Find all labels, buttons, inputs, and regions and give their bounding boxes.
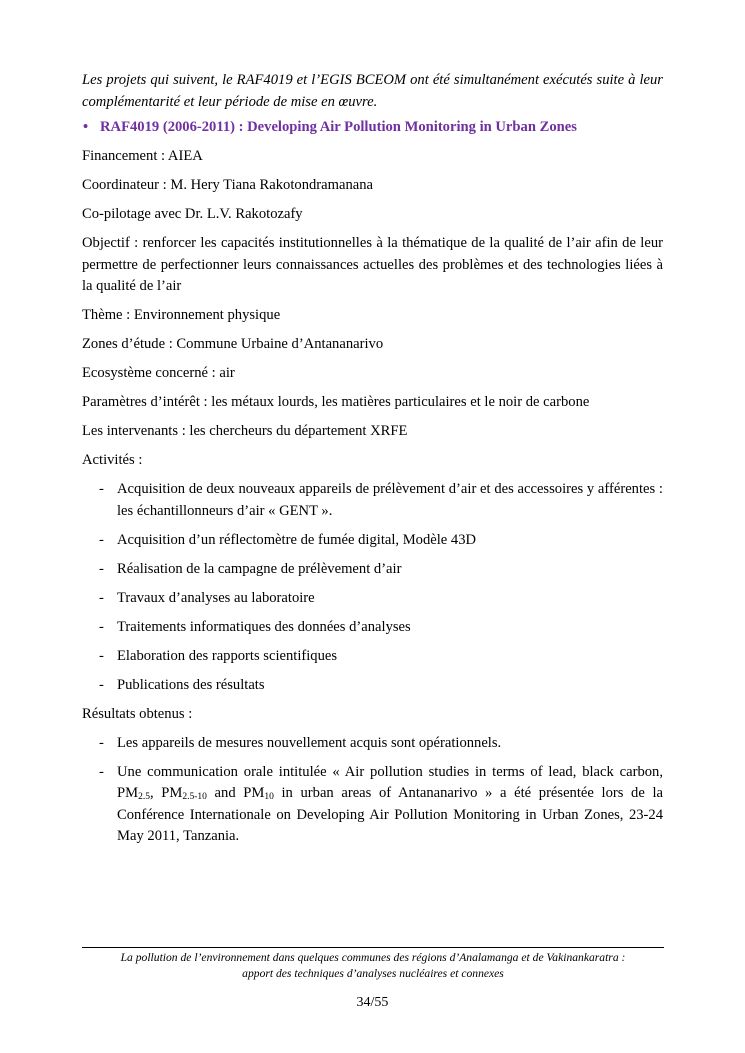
footer-line-2: apport des techniques d’analyses nucléaires et connexes [242,966,504,980]
bullet-icon: • [83,119,89,135]
results-list [82,733,663,848]
field-coordinateur: Coordinateur : M. Hery Tiana Rakotondramanana [82,177,374,193]
list-item: - Les appareils de mesures nouvellement acquis sont opérationnels. [99,734,502,751]
field-financement: Financement : AIEA [82,148,203,164]
list-item: - Elaboration des rapports scientifiques [99,647,338,664]
list-item: - Acquisition d’un réflectomètre de fumée digital, Modèle 43D [99,531,477,548]
list-item: - Traitements informatiques des données d’analyses [99,618,411,635]
project-title [82,117,663,139]
page-footer [82,947,664,981]
list-item: - Acquisition de deux nouveaux appareils de prélèvement d’air et des accessoires y afférentes : les échantillonneurs d’air « GENT ». [99,481,663,519]
project-title-text: RAF4019 (2006-2011) : Developing Air Pollution Monitoring in Urban Zones [100,119,577,135]
activities-label: Activités : [82,452,143,468]
list-item: - Travaux d’analyses au laboratoire [99,589,315,606]
field-theme: Thème : Environnement physique [82,307,281,323]
field-zones: Zones d’étude : Commune Urbaine d’Antananarivo [82,336,384,352]
field-intervenants: Les intervenants : les chercheurs du département XRFE [82,423,408,439]
field-copilotage: Co-pilotage avec Dr. L.V. Rakotozafy [82,206,303,222]
page-number: 34/55 [356,995,389,1010]
field-parametres: Paramètres d’intérêt : les métaux lourds, les matières particulaires et le noir de carbone [82,394,590,410]
document-body [82,70,663,855]
list-item: - Publications des résultats [99,676,265,693]
list-item: - Une communication orale intitulée « Air pollution studies in terms of lead, black carbon, $PM_{2.5}$, $PM_{2.5-10}$ and $PM_{10}$ in urban areas of Antananarivo » a été présentée lors de la Conférence Internationale on Developing Air Pollution Monitoring in Urban Zones, 23-24 May 2011, Tanzania. [99,763,663,844]
intro-paragraph: Les projets qui suivent, le RAF4019 et l’EGIS BCEOM ont été simultanément exécutés suite à leur complémentarité et leur période de mise en œuvre. [82,72,663,110]
results-label: Résultats obtenus : [82,705,193,722]
field-objectif: Objectif : renforcer les capacités institutionnelles à la thématique de la qualité de l’air afin de leur permettre de perfectionner leurs connaissances actuelles des problèmes et des technologies liées à la qualité de l’air [82,235,663,294]
list-item: - Réalisation de la campagne de prélèvement d’air [99,560,402,577]
activities-list [82,479,663,696]
result-communication: Une communication orale intitulée « Air pollution studies in terms of lead, black carbon, $PM_{2.5}$, $PM_{2.5-10}$ and $PM_{10}$ in urban areas of Antananarivo » a été présentée lors de la Conférence Internationale on Developing Air Pollution Monitoring in Urban Zones, 23-24 May 2011, Tanzania. [117,763,663,844]
footer-line-1: La pollution de l’environnement dans quelques communes des régions d’Analamanga et de Vakinankaratra : [120,951,626,964]
field-ecosysteme: Ecosystème concerné : air [82,365,235,381]
